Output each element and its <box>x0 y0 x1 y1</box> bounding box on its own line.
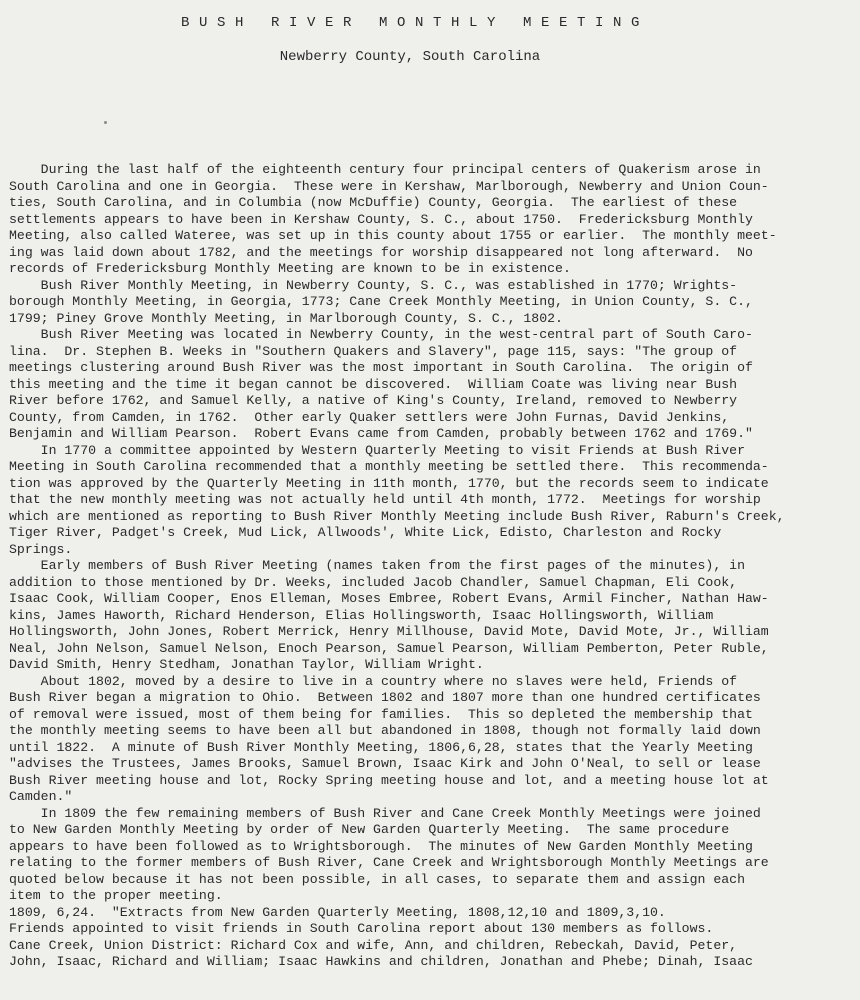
text-line: until 1822. A minute of Bush River Monthly Meeting, 1806,6,28, states that the Yearly Meeting <box>9 739 753 755</box>
text-line: that the new monthly meeting was not actually held until 4th month, 1772. Meetings for worship <box>9 492 761 507</box>
text-line: Tiger River, Padget's Creek, Mud Lick, Allwoods', White Lick, Edisto, Charleston and Rocky <box>9 525 722 540</box>
text-line: Springs. <box>9 541 73 557</box>
text-line: About 1802, moved by a desire to live in a country where no slaves were held, Friends of <box>9 673 738 689</box>
text-line: Meeting in South Carolina recommended that a monthly meeting be settled there. This recommenda- <box>9 459 769 474</box>
text-line: Early members of Bush River Meeting (names taken from the first pages of the minutes), in <box>9 558 745 573</box>
body-text <box>9 162 860 971</box>
text-line: South Carolina and one in Georgia. These were in Kershaw, Marlborough, Newberry and Union Coun- <box>9 178 769 194</box>
text-line: borough Monthly Meeting, in Georgia, 1773; Cane Creek Monthly Meeting, in Union County, S. C., <box>9 294 753 309</box>
document-subtitle: Newberry County, South Carolina <box>279 49 541 65</box>
text-line: Friends appointed to visit friends in South Carolina report about 130 members as follows. <box>9 921 714 936</box>
text-line: appears to have been followed as to Wrightsborough. The minutes of New Garden Monthly Meeting <box>9 838 753 854</box>
text-line: County, from Camden, in 1762. Other early Quaker settlers were John Furnas, David Jenkins, <box>9 409 730 425</box>
text-line: Isaac Cook, William Cooper, Enos Elleman, Moses Embree, Robert Evans, Armil Fincher, Nathan Haw- <box>9 591 769 606</box>
text-line: 1799; Piney Grove Monthly Meeting, in Marlborough County, S. C., 1802. <box>9 310 563 326</box>
text-line: Bush River Monthly Meeting, in Newberry County, S. C., was established in 1770; Wrights- <box>9 277 738 293</box>
scan-speck <box>104 121 107 124</box>
text-line: addition to those mentioned by Dr. Weeks, included Jacob Chandler, Samuel Chapman, Eli Cook, <box>9 574 738 590</box>
text-line: quoted below because it has not been possible, in all cases, to separate them and assign each <box>9 871 745 887</box>
text-line: Benjamin and William Pearson. Robert Evans came from Camden, probably between 1762 and 1769." <box>9 426 753 441</box>
text-line: item to the proper meeting. <box>9 888 223 903</box>
text-line: Meeting, also called Wateree, was set up in this county about 1755 or earlier. The monthly meet- <box>9 228 777 243</box>
text-line: the monthly meeting seems to have been all but abandoned in 1808, though not formally laid down <box>9 723 761 738</box>
text-line: tion was approved by the Quarterly Meeting in 11th month, 1770, but the records seem to indicate <box>9 475 769 491</box>
text-line: 1809, 6,24. "Extracts from New Garden Quarterly Meeting, 1808,12,10 and 1809,3,10. <box>9 904 666 920</box>
document-title: BUSH RIVER MONTHLY MEETING <box>180 15 650 31</box>
text-line: River before 1762, and Samuel Kelly, a native of King's County, Ireland, removed to Newberry <box>9 393 738 408</box>
text-line: relating to the former members of Bush River, Cane Creek and Wrightsborough Monthly Meetings are <box>9 855 769 870</box>
text-line: John, Isaac, Richard and William; Isaac Hawkins and children, Jonathan and Phebe; Dinah, Isaac <box>9 954 753 969</box>
text-line: settlements appears to have been in Kershaw County, S. C., about 1750. Fredericksburg Monthly <box>9 211 753 227</box>
text-line: records of Fredericksburg Monthly Meeting are known to be in existence. <box>9 261 571 276</box>
text-line: In 1770 a committee appointed by Western Quarterly Meeting to visit Friends at Bush River <box>9 442 745 458</box>
text-line: ties, South Carolina, and in Columbia (now McDuffie) County, Georgia. The earliest of these <box>9 195 738 210</box>
text-line: kins, James Haworth, Richard Henderson, Elias Hollingsworth, Isaac Hollingsworth, William <box>9 607 714 623</box>
text-line: meetings clustering around Bush River was the most important in South Carolina. The origin of <box>9 360 753 375</box>
text-line: "advises the Trustees, James Brooks, Samuel Brown, Isaac Kirk and John O'Neal, to sell or lease <box>9 756 761 771</box>
text-line: of removal were issued, most of them being for families. This so depleted the membership that <box>9 706 753 722</box>
text-line: Cane Creek, Union District: Richard Cox and wife, Ann, and children, Rebeckah, David, Peter, <box>9 937 738 953</box>
text-line: In 1809 the few remaining members of Bush River and Cane Creek Monthly Meetings were joined <box>9 805 761 821</box>
text-line: which are mentioned as reporting to Bush River Monthly Meeting include Bush River, Raburn's Creek, <box>9 508 785 524</box>
text-line: During the last half of the eighteenth century four principal centers of Quakerism arose in <box>9 162 761 177</box>
text-line: David Smith, Henry Stedham, Jonathan Taylor, William Wright. <box>9 657 484 672</box>
text-line: lina. Dr. Stephen B. Weeks in "Southern Quakers and Slavery", page 115, says: "The group of <box>9 343 738 359</box>
text-line: Bush River meeting house and lot, Rocky Spring meeting house and lot, and a meeting house lot at <box>9 772 769 788</box>
text-line: to New Garden Monthly Meeting by order of New Garden Quarterly Meeting. The same procedure <box>9 822 730 837</box>
text-line: Bush River Meeting was located in Newberry County, in the west-central part of South Caro- <box>9 327 753 342</box>
text-line: Bush River began a migration to Ohio. Between 1802 and 1807 more than one hundred certificates <box>9 690 761 705</box>
text-line: Neal, John Nelson, Samuel Nelson, Enoch Pearson, Samuel Pearson, William Pemberton, Peter Ruble, <box>9 640 769 656</box>
text-line: this meeting and the time it began cannot be discovered. William Coate was living near Bush <box>9 376 738 392</box>
text-line: Hollingsworth, John Jones, Robert Merrick, Henry Millhouse, David Mote, David Mote, Jr., William <box>9 624 769 639</box>
text-line: Camden." <box>9 789 73 804</box>
text-line: ing was laid down about 1782, and the meetings for worship disappeared not long afterward. No <box>9 244 753 260</box>
